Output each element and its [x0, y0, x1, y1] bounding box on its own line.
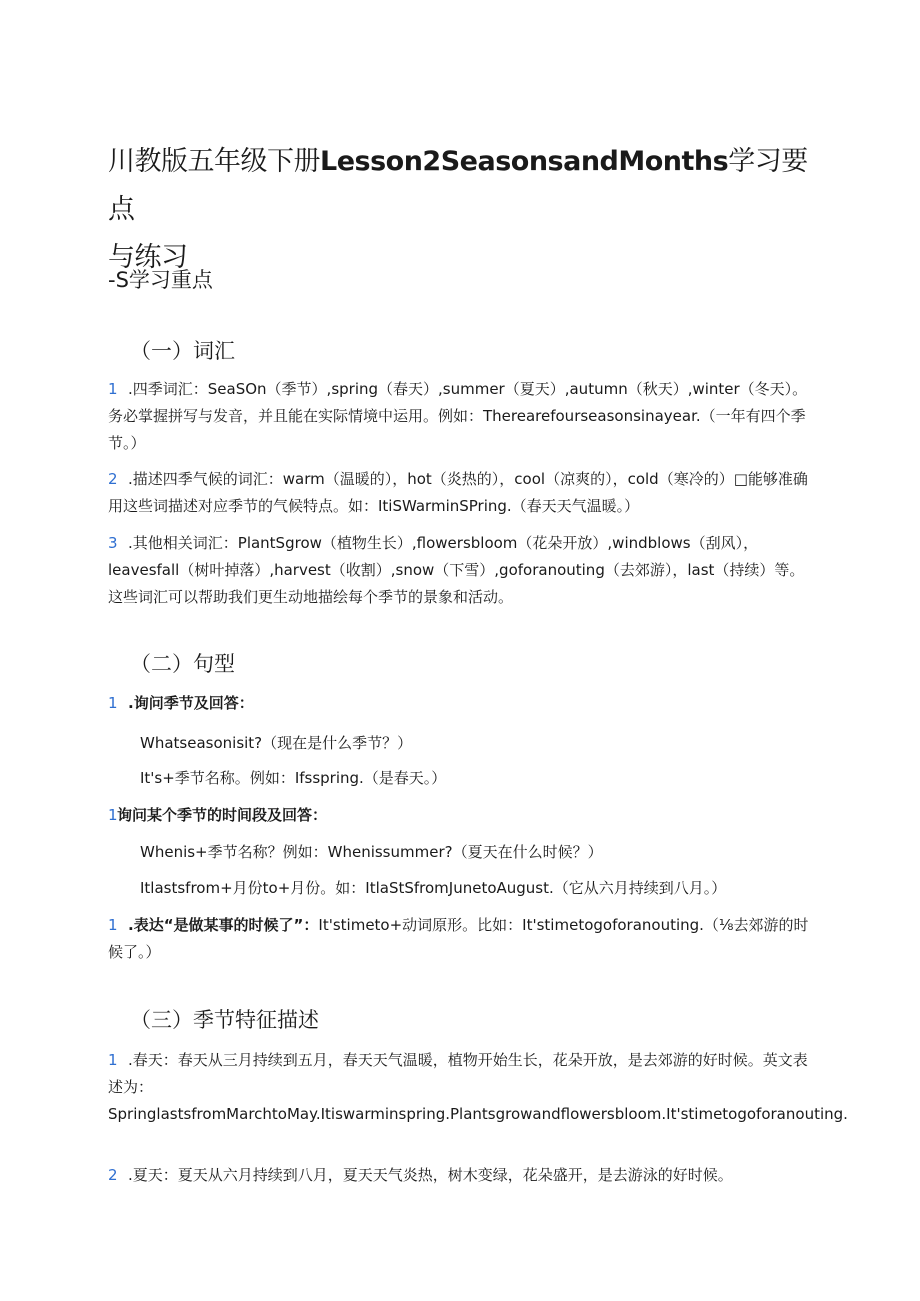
feature-item-1 [108, 1047, 848, 1128]
vocab-item-1 [108, 376, 810, 457]
sentence-pattern-1 [108, 690, 810, 717]
pattern-text: It'stimeto+动词原形。比如：It'stimetogoforanouting.（⅛去郊游的时候了。） [108, 916, 809, 961]
pattern-label: 询问某个季节的时间段及回答： [117, 806, 328, 824]
example-line: It's+季节名称。例如：Ifsspring.（是春天。） [140, 769, 447, 787]
vocab-item-text: .描述四季气候的词汇：warm（温暖的），hot（炎热的），cool（凉爽的），cold（寒冷的）□能够准确用这些词描述对应季节的气候特点。如：ItiSWarminSPring.（春天天气温暖。） [108, 470, 808, 515]
feature-item-text: .春天：春天从三月持续到五月，春天天气温暖，植物开始生长，花朵开放，是去郊游的好时候。英文表述为：SpringlastsfromMarchtoMay.Itiswarminspring.Plantsgrowandflowersbloom.It'stimetogoforanouting. [108, 1051, 848, 1123]
list-number: 2 [108, 470, 118, 488]
heading-vocabulary: （一）词汇 [130, 339, 235, 363]
list-number: 3 [108, 534, 118, 552]
example-line: Whatseasonisit?（现在是什么季节？） [140, 734, 413, 752]
sentence-pattern-3 [108, 912, 810, 966]
pattern-label: .询问季节及回答： [128, 694, 254, 712]
vocab-item-text: .四季词汇：SeaSOn（季节）,spring（春天）,summer（夏天）,autumn（秋天）,winter（冬天）。务必掌握拼写与发音，并且能在实际情境中运用。例如：Therearefourseasonsinayear.（一年有四个季节。） [108, 380, 808, 452]
list-number: 1 [108, 380, 118, 398]
title-prefix: 川教版五年级下册 [108, 146, 320, 177]
document-title [108, 138, 828, 282]
list-number: 1 [108, 806, 118, 824]
list-number: 1 [108, 916, 118, 934]
sentence-pattern-2 [108, 802, 810, 829]
vocab-item-3 [108, 530, 810, 611]
feature-item-text: .夏天：夏天从六月持续到八月，夏天天气炎热，树木变绿，花朵盛开，是去游泳的好时候。 [128, 1166, 733, 1184]
pattern-label: .表达“是做某事的时候了”： [128, 916, 319, 934]
list-number: 1 [108, 1051, 118, 1069]
list-number: 2 [108, 1166, 118, 1184]
vocab-item-2 [108, 466, 810, 520]
heading-season-features: （三）季节特征描述 [130, 1008, 319, 1032]
list-number: 1 [108, 694, 118, 712]
title-bold: Lesson2SeasonsandMonths [320, 146, 729, 177]
title-suffix: 学习要点 [108, 146, 808, 225]
example-line: Itlastsfrom+月份to+月份。如：ItlaStSfromJunetoAugust.（它从六月持续到八月。） [140, 879, 727, 897]
section-heading-key-points: -S学习重点 [108, 268, 213, 292]
heading-sentence-patterns: （二）句型 [130, 652, 235, 676]
title-line2: 与练习 [108, 242, 188, 273]
vocab-item-text: .其他相关词汇：PlantSgrow（植物生长）,flowersbloom（花朵开放）,windblows（刮风），leavesfall（树叶掉落）,harvest（收割）,snow（下雪）,goforanouting（去郊游），last（持续）等。这些词汇可以帮助我们更生动地描绘每个季节的景象和活动。 [108, 534, 805, 606]
example-line: Whenis+季节名称？例如：Whenissummer?（夏天在什么时候？） [140, 843, 603, 861]
feature-item-2 [108, 1162, 810, 1189]
